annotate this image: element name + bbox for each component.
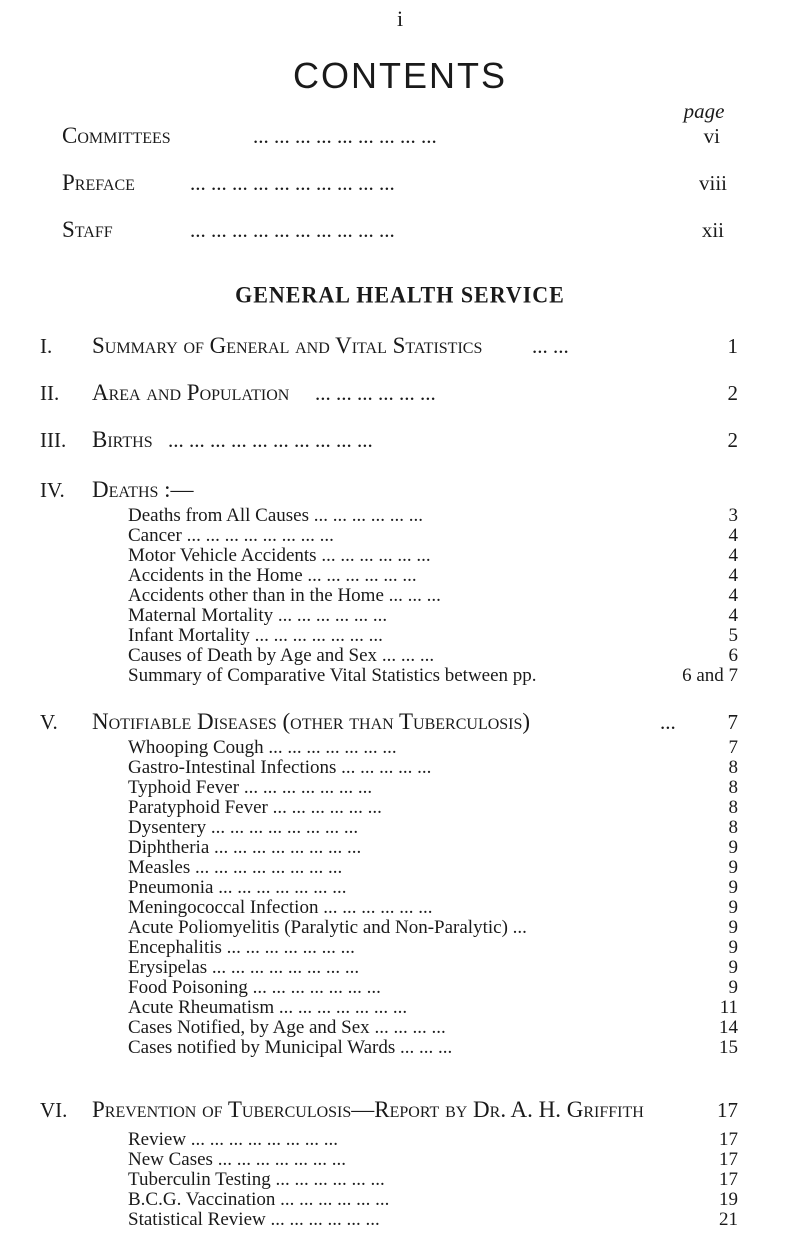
toc-subentry[interactable] <box>128 798 738 818</box>
toc-leaders: ... ... ... ... ... ... <box>277 605 388 626</box>
section-label: Summary of General and Vital Statistics <box>92 333 483 358</box>
section-numeral: II. <box>40 381 60 405</box>
toc-leaders: ... ... ... ... ... ... <box>315 381 436 405</box>
subentry-label: Pneumonia <box>128 877 214 898</box>
subentry-label: Meningococcal Infection <box>128 897 319 918</box>
toc-section-4[interactable] <box>40 478 738 502</box>
toc-page-number: 2 <box>727 428 738 452</box>
toc-page-number: 8 <box>728 757 738 778</box>
toc-leaders: ... ... ... <box>400 1037 453 1058</box>
toc-subentry[interactable] <box>128 1018 738 1038</box>
toc-leaders: ... ... ... ... ... ... ... ... ... ... <box>190 218 395 242</box>
subentry-label: Causes of Death by Age and Sex <box>128 645 378 666</box>
toc-leaders: ... ... ... ... ... ... ... <box>278 997 408 1018</box>
toc-leaders: ... ... ... ... ... ... <box>280 1189 390 1210</box>
subentry-label: B.C.G. Vaccination <box>128 1189 276 1210</box>
toc-page-number: 17 <box>719 1169 738 1190</box>
subentry-label: Whooping Cough <box>128 737 264 758</box>
toc-subentry[interactable] <box>128 1130 738 1150</box>
toc-leaders: ... ... ... ... ... ... <box>270 1209 380 1230</box>
toc-subentry[interactable] <box>128 878 738 898</box>
tb-subentries <box>128 1130 738 1230</box>
section-numeral: III. <box>40 428 67 452</box>
toc-page-number: 17 <box>719 1129 738 1150</box>
toc-leaders: ... ... ... ... ... ... <box>321 545 431 566</box>
toc-leaders: ... ... ... ... ... ... ... <box>218 877 347 898</box>
toc-section-3[interactable] <box>40 428 738 452</box>
toc-page-number: 4 <box>728 545 738 566</box>
toc-page-number: 8 <box>728 777 738 798</box>
section-label: Births <box>92 427 153 452</box>
toc-subentry[interactable] <box>128 898 738 918</box>
toc-page-number: 17 <box>719 1149 738 1170</box>
toc-leaders: ... ... ... ... <box>374 1017 446 1038</box>
toc-page-number: 9 <box>728 977 738 998</box>
toc-leaders: ... ... ... ... ... ... ... ... ... <box>253 124 437 148</box>
toc-page-number: 4 <box>728 525 738 546</box>
section-label: Prevention of Tuberculosis—Report by Dr. A. H. Griffith <box>92 1097 644 1122</box>
toc-page-number: 3 <box>728 505 738 526</box>
toc-subentry[interactable] <box>128 938 738 958</box>
toc-leaders: ... ... ... <box>381 645 435 666</box>
section-numeral: I. <box>40 334 53 358</box>
toc-subentry[interactable] <box>128 626 738 646</box>
toc-subentry[interactable] <box>128 818 738 838</box>
toc-leaders: ... ... <box>532 334 569 358</box>
toc-page-number: 9 <box>728 877 738 898</box>
toc-section-5[interactable] <box>40 710 738 734</box>
toc-page-number: 7 <box>727 710 738 734</box>
subentry-label: Food Poisoning <box>128 977 248 998</box>
toc-leaders: ... ... ... ... ... ... ... ... <box>190 1129 339 1150</box>
toc-page-number: 15 <box>719 1037 738 1058</box>
notifiable-subentries <box>128 738 738 1058</box>
toc-page-number: 19 <box>719 1189 738 1210</box>
section-numeral: VI. <box>40 1098 68 1122</box>
toc-entry-committees[interactable] <box>62 124 744 148</box>
toc-leaders: ... ... ... ... ... ... ... ... <box>214 837 362 858</box>
toc-subentry[interactable] <box>128 1038 738 1058</box>
subentry-label: Erysipelas <box>128 957 208 978</box>
subentry-label: Typhoid Fever <box>128 777 240 798</box>
subentry-label: Review <box>128 1129 187 1150</box>
toc-subentry[interactable] <box>128 978 738 998</box>
toc-subentry[interactable] <box>128 838 738 858</box>
toc-page-number: 4 <box>728 585 738 606</box>
toc-page-number: 14 <box>719 1017 738 1038</box>
toc-leaders: ... <box>512 917 527 938</box>
toc-subentry[interactable] <box>128 1210 738 1230</box>
toc-page-number: 6 <box>728 645 738 666</box>
subentry-label: Cancer <box>128 525 182 546</box>
toc-leaders: between pp. <box>444 665 537 686</box>
toc-page-number: 9 <box>728 837 738 858</box>
toc-leaders: ... ... ... ... ... ... ... ... ... ... <box>168 428 373 452</box>
toc-subentry[interactable] <box>128 778 738 798</box>
subentry-label: Cases Notified, by Age and Sex <box>128 1017 370 1038</box>
toc-leaders: ... ... ... <box>388 585 441 606</box>
toc-page-number: 9 <box>728 897 738 918</box>
section-heading: GENERAL HEALTH SERVICE <box>235 281 565 308</box>
toc-page-number: 9 <box>728 937 738 958</box>
section-label: Notifiable Diseases (other than Tuberculosis) <box>92 709 531 734</box>
toc-subentry[interactable] <box>128 858 738 878</box>
toc-entry-label: Committees <box>62 123 171 148</box>
toc-leaders: ... ... ... ... ... ... <box>307 565 417 586</box>
toc-subentry[interactable] <box>128 998 738 1018</box>
toc-leaders: ... ... ... ... ... ... ... <box>217 1149 346 1170</box>
toc-page-number: 6 and 7 <box>682 665 738 686</box>
subentry-label: Acute Poliomyelitis (Paralytic and Non-Paralytic) <box>128 917 508 938</box>
toc-subentry[interactable] <box>128 586 738 606</box>
toc-leaders: ... ... ... ... ... ... ... <box>243 777 373 798</box>
toc-page-number: vi <box>703 124 720 148</box>
subentry-label: Statistical Review <box>128 1209 266 1230</box>
toc-leaders: ... ... ... ... ... ... ... ... <box>186 525 334 546</box>
toc-subentry[interactable] <box>128 758 738 778</box>
subentry-label: Acute Rheumatism <box>128 997 275 1018</box>
toc-subentry[interactable] <box>128 506 738 526</box>
subentry-label: Infant Mortality <box>128 625 250 646</box>
toc-page-number: 2 <box>727 381 738 405</box>
toc-entry-label: Staff <box>62 217 113 242</box>
toc-subentry[interactable] <box>128 1150 738 1170</box>
toc-subentry[interactable] <box>128 646 738 666</box>
toc-page-number: 4 <box>728 565 738 586</box>
toc-leaders: ... ... ... ... ... ... <box>272 797 382 818</box>
contents-title: CONTENTS <box>293 55 507 96</box>
toc-section-6[interactable] <box>40 1098 738 1122</box>
toc-page-number: 8 <box>728 817 738 838</box>
toc-page-number: xii <box>701 218 724 242</box>
toc-leaders: ... ... ... ... ... ... ... ... ... ... <box>190 171 395 195</box>
toc-page-number: 8 <box>728 797 738 818</box>
toc-page-number: 9 <box>728 957 738 978</box>
toc-leaders: ... <box>660 710 676 734</box>
toc-page-number: 5 <box>728 625 738 646</box>
toc-subentry[interactable] <box>128 918 738 938</box>
toc-section-1[interactable] <box>40 334 738 358</box>
toc-entry-preface[interactable] <box>62 171 744 195</box>
toc-page-number: 21 <box>719 1209 738 1230</box>
toc-subentry[interactable] <box>128 566 738 586</box>
toc-page-number: 4 <box>728 605 738 626</box>
toc-subentry[interactable] <box>128 1170 738 1190</box>
toc-leaders: ... ... ... ... ... ... ... ... <box>195 857 343 878</box>
subentry-label: Accidents in the Home <box>128 565 303 586</box>
subentry-label: Encephalitis <box>128 937 222 958</box>
toc-page-number: 17 <box>717 1098 738 1122</box>
toc-leaders: ... ... ... ... ... ... ... <box>254 625 383 646</box>
subentry-label: Accidents other than in the Home <box>128 585 384 606</box>
toc-subentry[interactable] <box>128 1190 738 1210</box>
toc-leaders: ... ... ... ... ... ... ... <box>226 937 355 958</box>
page-number: i <box>396 6 404 31</box>
page-column-label: page <box>683 99 725 123</box>
toc-page-number: 9 <box>728 857 738 878</box>
toc-subentry[interactable] <box>128 526 738 546</box>
toc-subentry[interactable] <box>128 666 738 686</box>
section-label: Deaths :— <box>92 477 194 502</box>
toc-page-number: 9 <box>728 917 738 938</box>
toc-leaders: ... ... ... ... ... ... <box>323 897 433 918</box>
subentry-label: Motor Vehicle Accidents <box>128 545 317 566</box>
subentry-label: Dysentery <box>128 817 207 838</box>
subentry-label: Summary of Comparative Vital Statistics <box>128 665 440 686</box>
toc-page-number: viii <box>698 171 727 195</box>
toc-page-number: 7 <box>728 737 738 758</box>
toc-leaders: ... ... ... ... ... ... ... <box>252 977 381 998</box>
subentry-label: Gastro-Intestinal Infections <box>128 757 337 778</box>
section-numeral: V. <box>40 710 58 734</box>
toc-entry-label: Preface <box>62 170 135 195</box>
section-label: Area and Population <box>92 380 290 405</box>
subentry-label: Maternal Mortality <box>128 605 274 626</box>
deaths-subentries <box>128 506 738 686</box>
toc-subentry[interactable] <box>128 606 738 626</box>
toc-subentry[interactable] <box>128 738 738 758</box>
toc-leaders: ... ... ... ... ... ... ... ... <box>211 957 360 978</box>
subentry-label: New Cases <box>128 1149 213 1170</box>
subentry-label: Cases notified by Municipal Wards <box>128 1037 396 1058</box>
toc-leaders: ... ... ... ... ... ... <box>313 505 424 526</box>
toc-section-2[interactable] <box>40 381 738 405</box>
subentry-label: Deaths from All Causes <box>128 505 310 526</box>
section-numeral: IV. <box>40 478 65 502</box>
toc-page-number: 1 <box>727 334 738 358</box>
toc-leaders: ... ... ... ... ... <box>341 757 432 778</box>
subentry-label: Tuberculin Testing <box>128 1169 271 1190</box>
toc-subentry[interactable] <box>128 546 738 566</box>
toc-leaders: ... ... ... ... ... ... ... ... <box>210 817 359 838</box>
toc-leaders: ... ... ... ... ... ... <box>275 1169 385 1190</box>
toc-page-number: 11 <box>719 997 738 1018</box>
toc-leaders: ... ... ... ... ... ... ... <box>268 737 397 758</box>
subentry-label: Measles <box>128 857 191 878</box>
subentry-label: Diphtheria <box>128 837 210 858</box>
toc-entry-staff[interactable] <box>62 218 744 242</box>
subentry-label: Paratyphoid Fever <box>128 797 268 818</box>
toc-subentry[interactable] <box>128 958 738 978</box>
